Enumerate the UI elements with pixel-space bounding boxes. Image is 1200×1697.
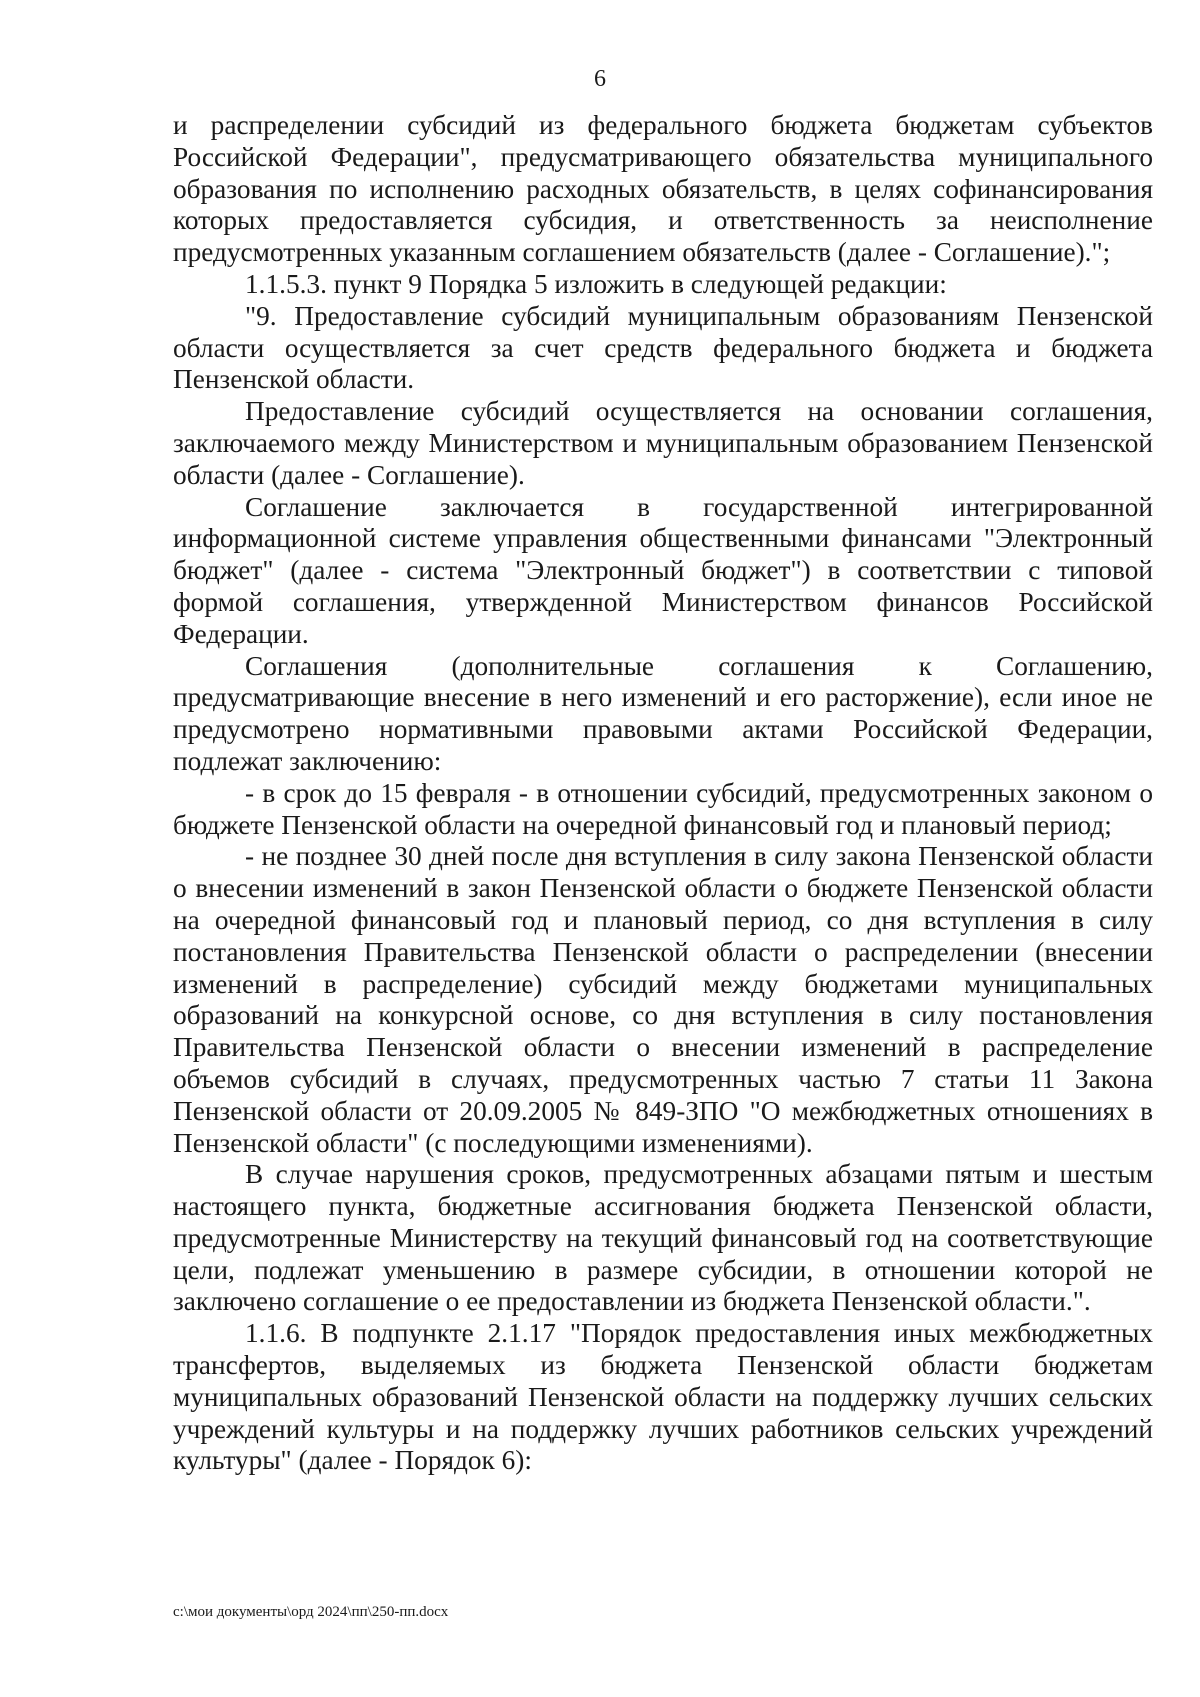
paragraph-agreement-system: Соглашение заключается в государственной интегрированной информационной системе управления общественными финансами "Электронный бюджет" (далее - система "Электронный бюджет") в соответствии с типовой формой соглашения, утвержденной Министерством финансов Российской Федерации. — [173, 491, 1153, 649]
page-number: 6 — [594, 66, 606, 92]
document-body — [173, 110, 1153, 1477]
paragraph-continuation: и распределении субсидий из федерального бюджета бюджетам субъектов Российской Федерации", предусматривающего обязательства муниципального образования по исполнению расходных обязательств, в целях софинансирования которых предоставляется субсидия, и ответственность за неисполнение предусмотренных указанным соглашением обязательств (далее - Соглашение)."; — [173, 110, 1153, 268]
paragraph-violation: В случае нарушения сроков, предусмотренных абзацами пятым и шестым настоящего пункта, бюджетные ассигнования бюджета Пензенской области, предусмотренные Министерству на текущий финансовый год на соответствующие цели, подлежат уменьшению в размере субсидии, в отношении которой не заключено соглашение о ее предоставлении из бюджета Пензенской области.". — [173, 1159, 1153, 1317]
paragraph-subsidy-basis: Предоставление субсидий осуществляется на основании соглашения, заключаемого между Министерством и муниципальным образованием Пензенской области (далее - Соглашение). — [173, 396, 1153, 490]
list-item-deadline-30-days: - не позднее 30 дней после дня вступления в силу закона Пензенской области о внесении изменений в закон Пензенской области о бюджете Пензенской области на очередной финансовый год и плановый период, со дня вступления в силу постановления Правительства Пензенской области о распределении (внесении изменений в распределение) субсидий между бюджетами муниципальных образований на конкурсной основе, со дня вступления в силу постановления Правительства Пензенской области о внесении изменений в распределение объемов субсидий в случаях, предусмотренных частью 7 статьи 11 Закона Пензенской области от 20.09.2005 № 849-ЗПО "О межбюджетных отношениях в Пензенской области" (с последующими изменениями). — [173, 841, 1153, 1158]
list-item-deadline-feb: - в срок до 15 февраля - в отношении субсидий, предусмотренных законом о бюджете Пензенской области на очередной финансовый год и плановый период; — [173, 777, 1153, 840]
footer-file-path: c:\мои документы\орд 2024\пп\250-пп.docx — [173, 1604, 449, 1620]
paragraph-agreements-terms: Соглашения (дополнительные соглашения к Соглашению, предусматривающие внесение в него изменений и его расторжение), если иное не предусмотрено нормативными правовыми актами Российской Федерации, подлежат заключению: — [173, 650, 1153, 776]
paragraph-item-1-1-5-3: 1.1.5.3. пункт 9 Порядка 5 изложить в следующей редакции: — [245, 268, 947, 299]
paragraph-item-1-1-6: 1.1.6. В подпункте 2.1.17 "Порядок предоставления иных межбюджетных трансфертов, выделяемых из бюджета Пензенской области бюджетам муниципальных образований Пензенской области на поддержку лучших сельских учреждений культуры и на поддержку лучших работников сельских учреждений культуры" (далее - Порядок 6): — [173, 1318, 1153, 1476]
paragraph-point-9: "9. Предоставление субсидий муниципальным образованиям Пензенской области осуществляется за счет средств федерального бюджета и бюджета Пензенской области. — [173, 300, 1153, 395]
